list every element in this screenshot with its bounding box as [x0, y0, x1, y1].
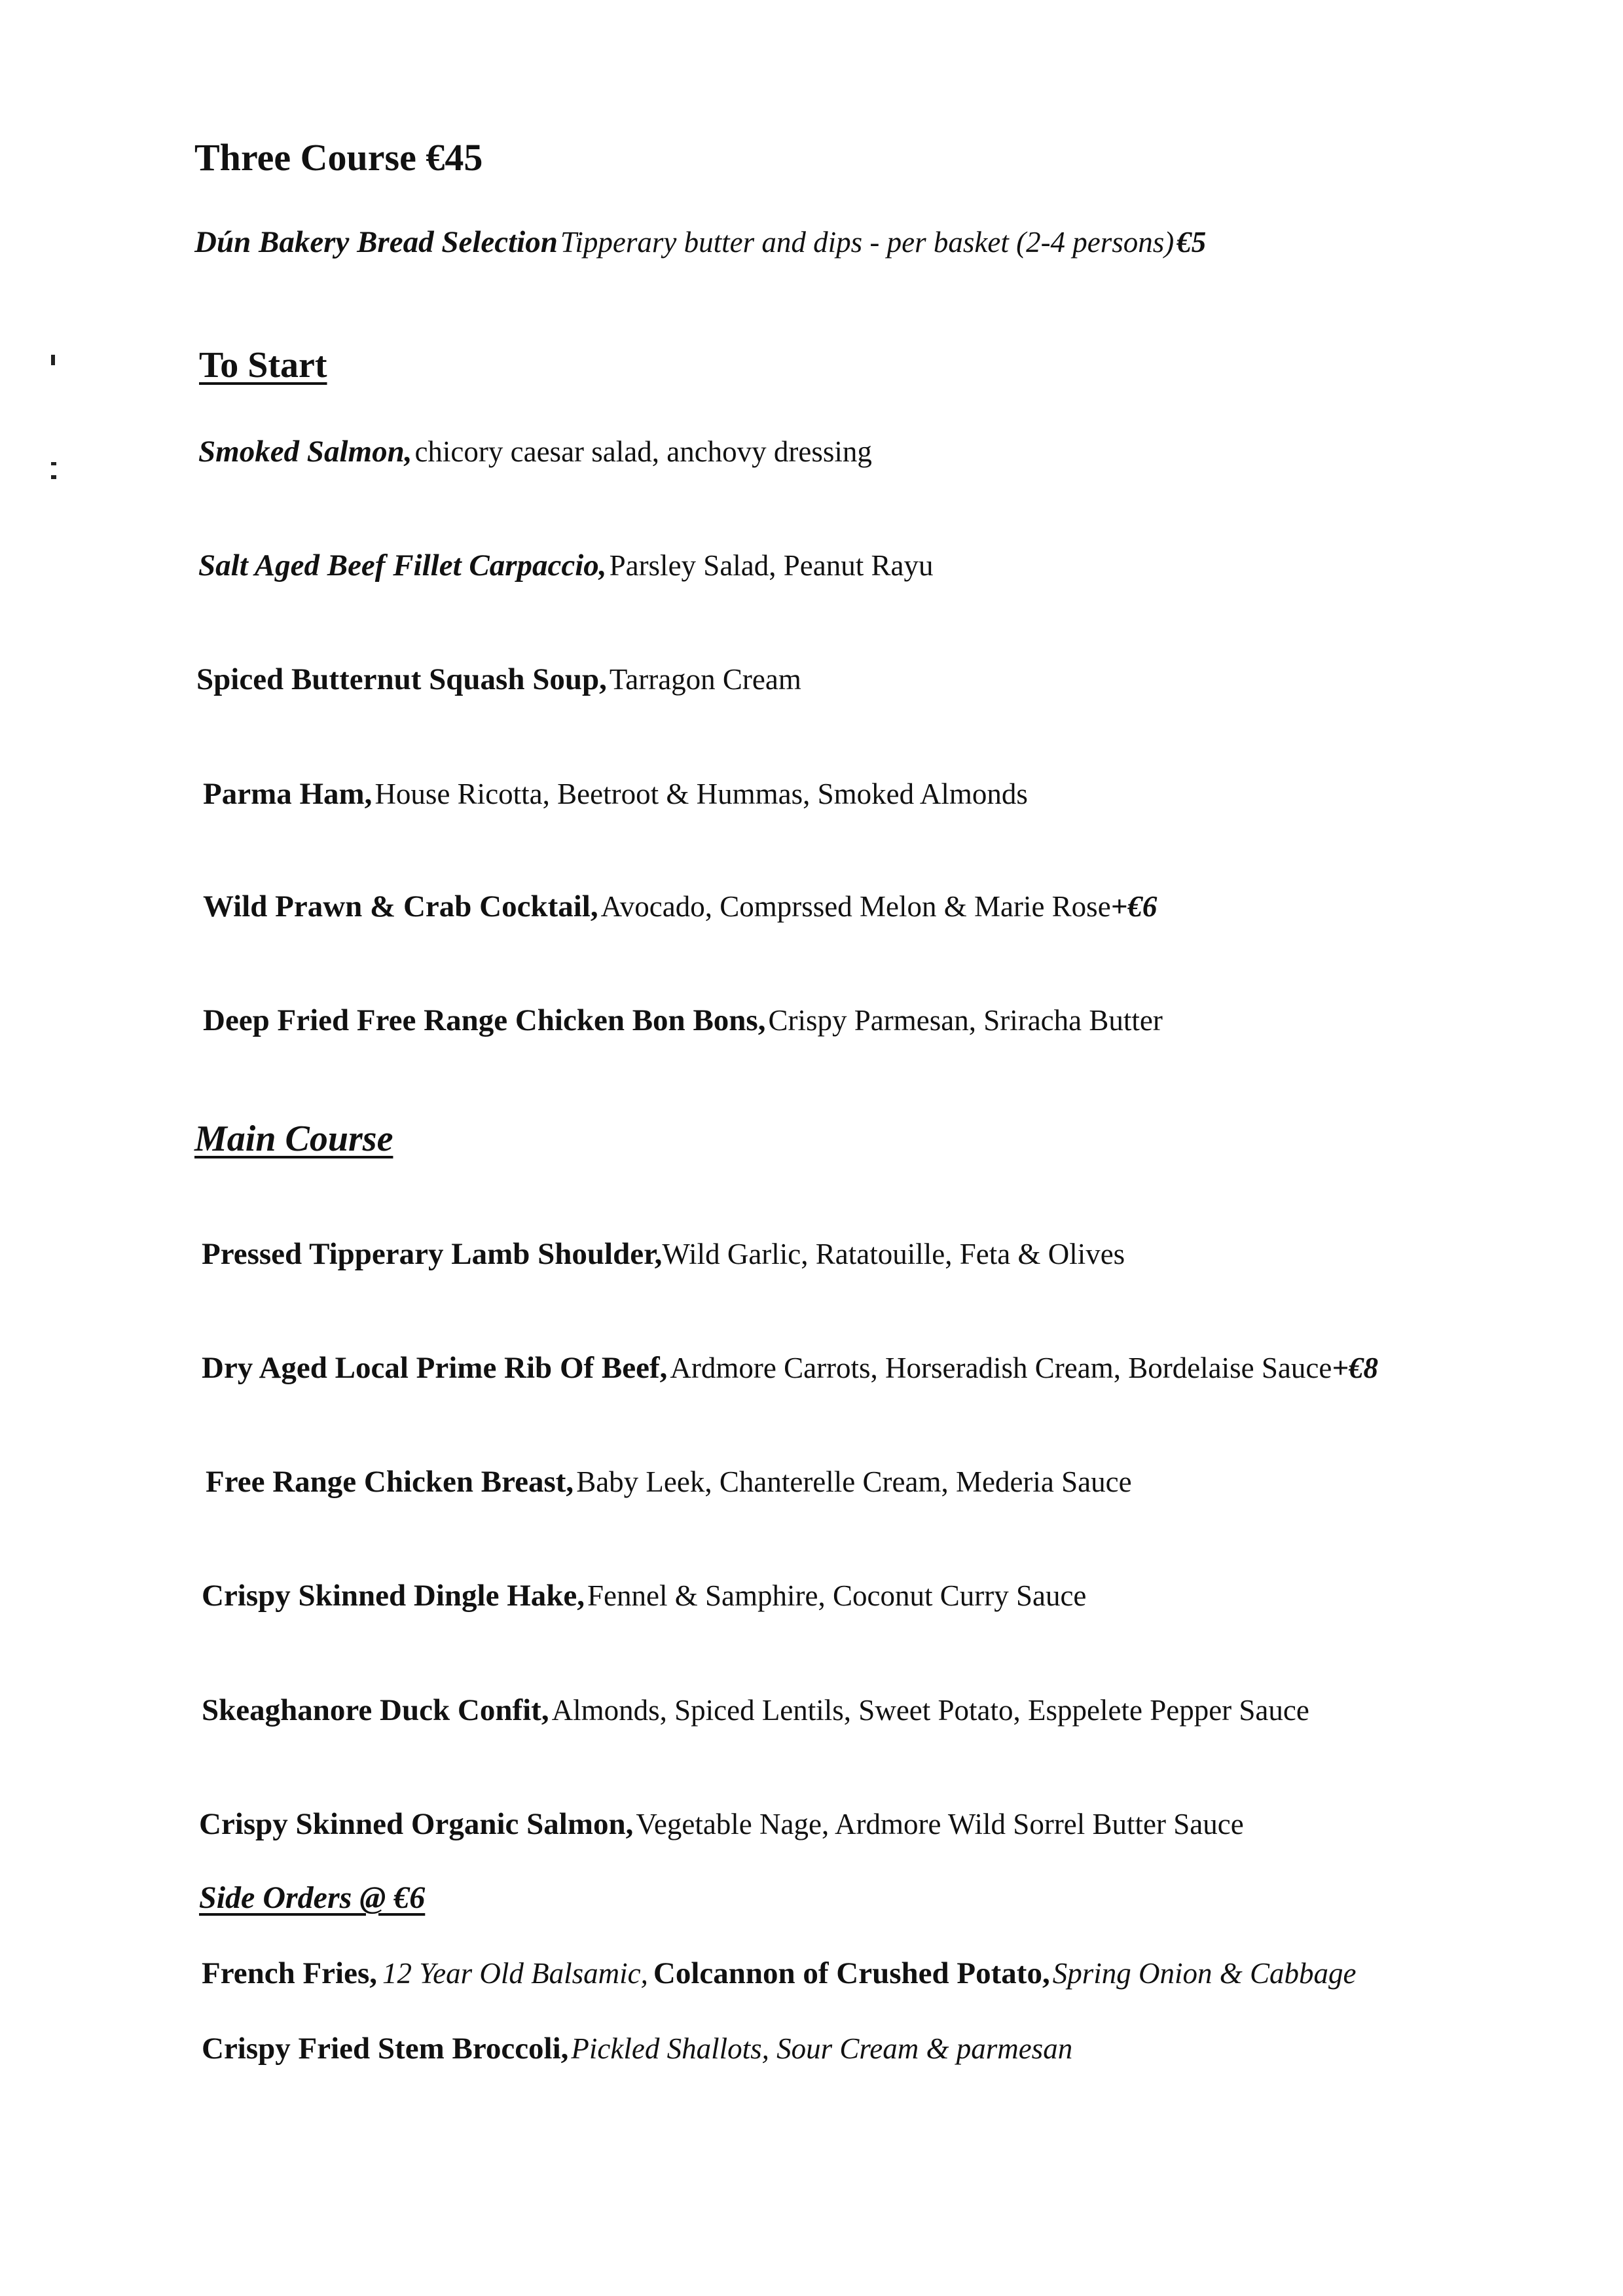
- scan-mark: [51, 475, 56, 479]
- item-desc: Spring Onion & Cabbage: [1052, 1957, 1357, 1990]
- item-price: +€6: [1110, 890, 1158, 923]
- menu-item: [203, 779, 1028, 810]
- side-items-row: [202, 2034, 1072, 2064]
- item-name: Salt Aged Beef Fillet Carpaccio,: [198, 548, 607, 583]
- item-name: Colcannon of Crushed Potato,: [653, 1956, 1050, 1990]
- item-name: Spiced Butternut Squash Soup,: [196, 662, 607, 696]
- item-name: Skeaghanore Duck Confit,: [202, 1693, 549, 1727]
- menu-title: Three Course €45: [194, 136, 483, 179]
- bread-line: [194, 227, 1206, 258]
- item-name: Pressed Tipperary Lamb Shoulder,: [202, 1237, 663, 1271]
- section-heading-mains: Main Course: [194, 1119, 393, 1159]
- item-desc: House Ricotta, Beetroot & Hummas, Smoked Almonds: [374, 778, 1028, 810]
- item-desc: Fennel & Samphire, Coconut Curry Sauce: [587, 1579, 1087, 1612]
- item-name: Crispy Skinned Organic Salmon,: [199, 1807, 634, 1841]
- menu-item: [203, 1005, 1163, 1036]
- item-price: +€8: [1332, 1352, 1378, 1384]
- item-desc: Vegetable Nage, Ardmore Wild Sorrel Butter Sauce: [636, 1808, 1244, 1840]
- menu-item: [202, 1581, 1086, 1611]
- item-desc: Tarragon Cream: [609, 663, 801, 696]
- side-items-row: [202, 1958, 1356, 1989]
- scan-mark: [51, 355, 55, 365]
- section-heading-starters: To Start: [199, 345, 327, 386]
- item-name: Dry Aged Local Prime Rib Of Beef,: [202, 1351, 668, 1385]
- item-desc: Baby Leek, Chanterelle Cream, Mederia Sauce: [576, 1465, 1132, 1498]
- item-desc: Almonds, Spiced Lentils, Sweet Potato, Esppelete Pepper Sauce: [551, 1694, 1309, 1727]
- item-name: French Fries,: [202, 1956, 378, 1990]
- bread-name: Dún Bakery Bread Selection: [194, 225, 558, 259]
- item-name: Wild Prawn & Crab Cocktail,: [203, 889, 598, 924]
- item-desc: Pickled Shallots, Sour Cream & parmesan: [571, 2032, 1073, 2065]
- bread-price: €5: [1176, 226, 1207, 259]
- item-desc: Avocado, Comprssed Melon & Marie Rose: [600, 890, 1111, 923]
- item-name: Crispy Fried Stem Broccoli,: [202, 2032, 569, 2066]
- item-name: Crispy Skinned Dingle Hake,: [202, 1579, 585, 1613]
- menu-item: [198, 437, 872, 467]
- item-desc: Wild Garlic, Ratatouille, Feta & Olives: [662, 1238, 1125, 1270]
- item-desc: 12 Year Old Balsamic,: [382, 1957, 648, 1990]
- section-heading-sides: Side Orders @ €6: [199, 1880, 426, 1915]
- item-desc: chicory caesar salad, anchovy dressing: [414, 435, 872, 468]
- menu-item: [198, 550, 933, 581]
- bread-desc: Tipperary butter and dips - per basket (2-4 persons): [560, 226, 1175, 259]
- scan-mark: [51, 462, 56, 465]
- item-name: Deep Fried Free Range Chicken Bon Bons,: [203, 1003, 766, 1037]
- menu-item: [202, 1353, 1378, 1384]
- item-name: Free Range Chicken Breast,: [206, 1465, 574, 1499]
- menu-item: [202, 1695, 1309, 1726]
- menu-item: [203, 891, 1157, 922]
- menu-item: [206, 1467, 1132, 1498]
- item-desc: Ardmore Carrots, Horseradish Cream, Bordelaise Sauce: [670, 1352, 1332, 1384]
- item-desc: Crispy Parmesan, Sriracha Butter: [768, 1004, 1163, 1037]
- menu-item: [202, 1239, 1125, 1270]
- menu-item: [196, 664, 801, 695]
- item-desc: Parsley Salad, Peanut Rayu: [609, 549, 934, 582]
- menu-item: [199, 1809, 1244, 1840]
- item-name: Parma Ham,: [203, 777, 373, 811]
- item-name: Smoked Salmon,: [198, 435, 412, 469]
